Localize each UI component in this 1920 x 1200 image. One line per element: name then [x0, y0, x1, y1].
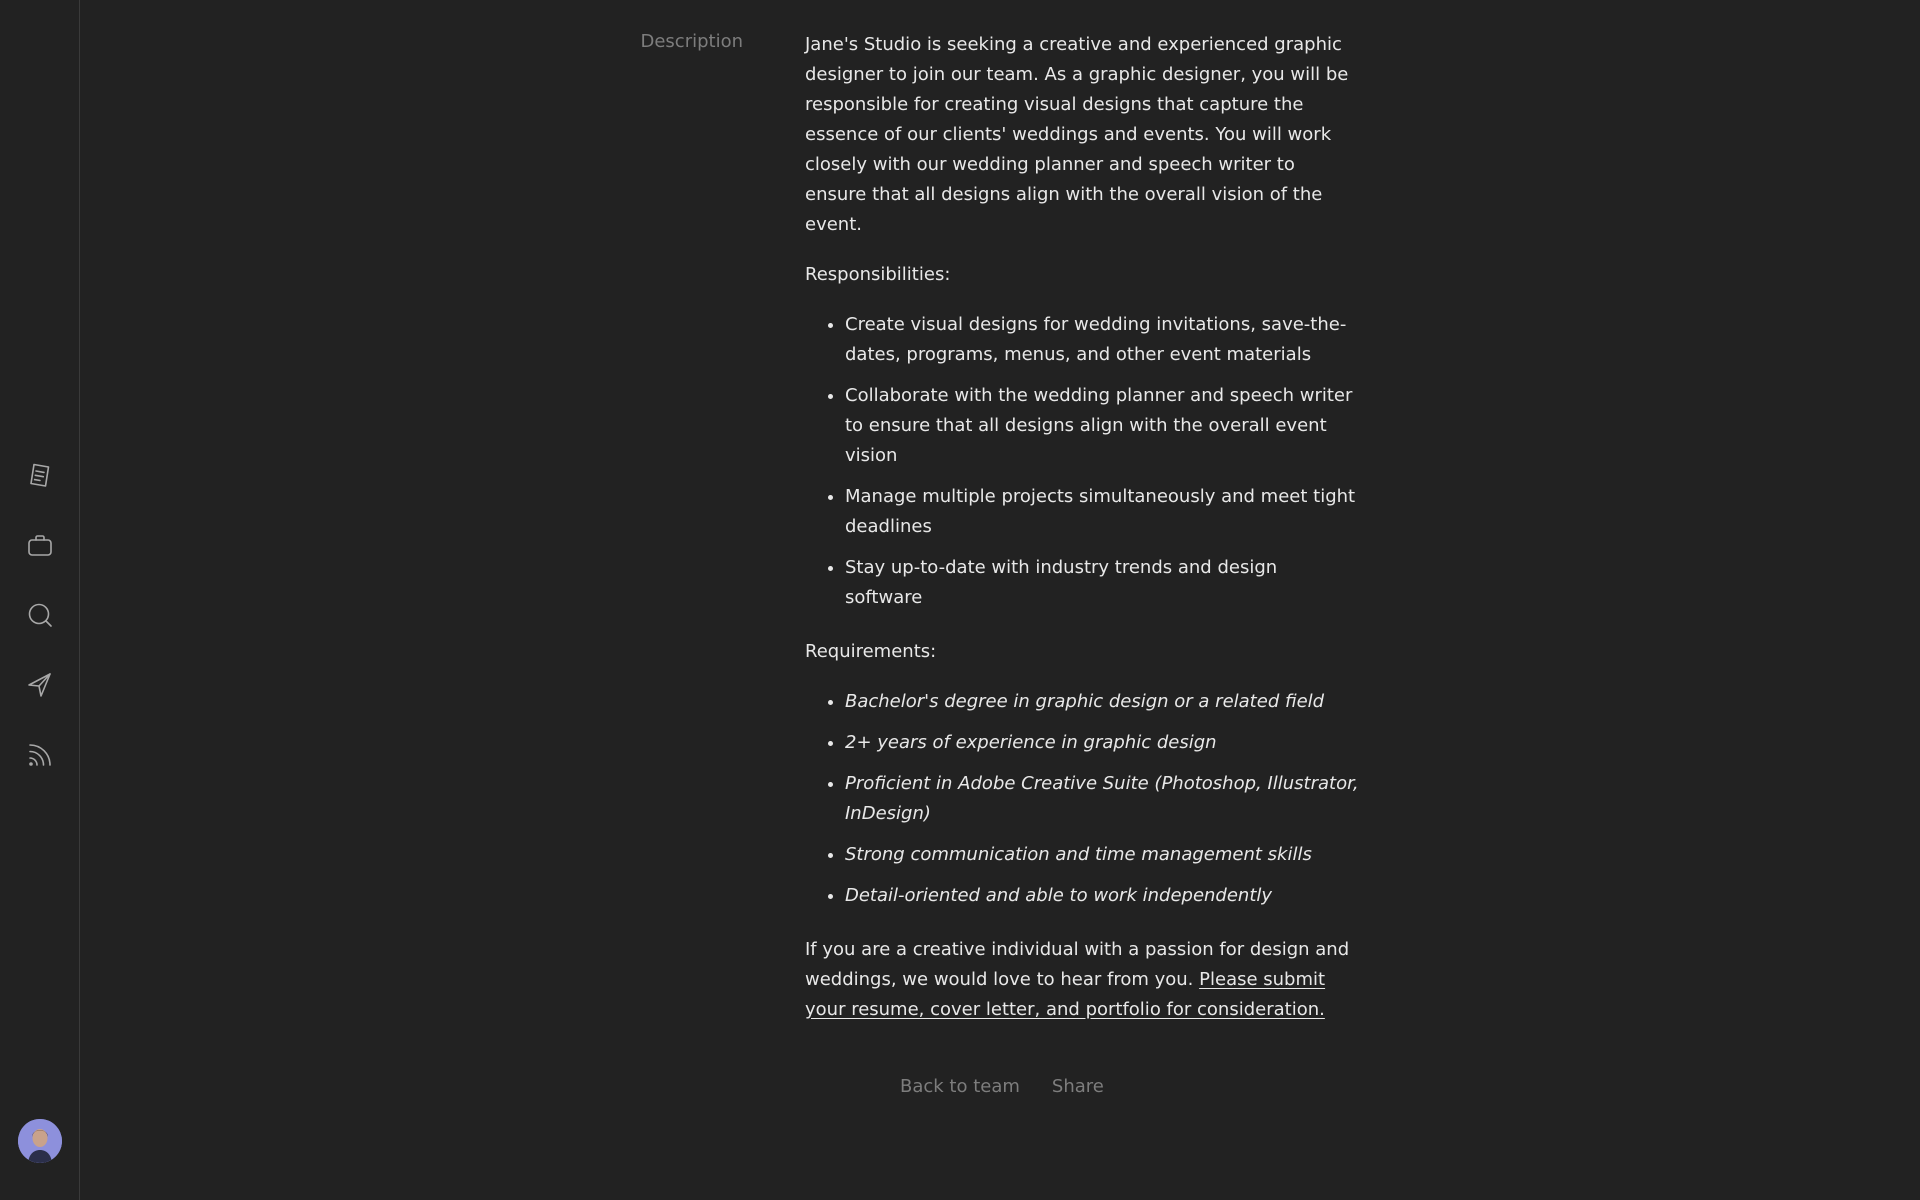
list-item: • Stay up-to-date with industry trends and design software [845, 553, 1360, 613]
sidebar-item-jobs[interactable] [0, 510, 80, 580]
list-item: • Manage multiple projects simultaneously and meet tight deadlines [845, 482, 1360, 542]
sidebar-item-search[interactable] [0, 580, 80, 650]
avatar-icon [18, 1119, 62, 1163]
responsibilities-heading: Responsibilities: [805, 264, 951, 285]
closing-text: If you are a creative individual with a passion for design and weddings, we would love to hear from you. [805, 939, 1350, 990]
list-item: • 2+ years of experience in graphic design [845, 728, 1360, 758]
requirements-heading: Requirements: [805, 641, 937, 662]
responsibilities-list [805, 310, 1360, 613]
briefcase-icon [25, 530, 55, 560]
description-label: Description [640, 31, 743, 52]
share-link[interactable]: Share [1051, 1076, 1104, 1097]
list-item: • Detail-oriented and able to work independently [845, 881, 1360, 911]
submit-application-link[interactable]: Please submit your resume, cover letter, and portfolio for consideration. [805, 969, 1326, 1020]
feed-icon [25, 740, 55, 770]
send-icon [25, 670, 55, 700]
list-item: • Bachelor's degree in graphic design or a related field [845, 687, 1360, 717]
closing-paragraph [805, 935, 1360, 1025]
sidebar-item-feed[interactable] [0, 720, 80, 790]
sidebar [0, 0, 80, 1200]
sidebar-nav [0, 440, 80, 790]
document-icon [25, 460, 55, 490]
list-item: • Create visual designs for wedding invitations, save-the-dates, programs, menus, and other event materials [845, 310, 1360, 370]
list-item: • Collaborate with the wedding planner and speech writer to ensure that all designs align with the overall event vision [845, 381, 1360, 471]
requirements-list [805, 687, 1360, 911]
job-description [805, 30, 1360, 1045]
footer-actions [900, 1076, 1104, 1097]
back-to-team-link[interactable]: Back to team [900, 1076, 1020, 1097]
sidebar-item-notes[interactable] [0, 440, 80, 510]
search-icon [25, 600, 55, 630]
intro-paragraph: Jane's Studio is seeking a creative and experienced graphic designer to join our team. As a graphic designer, you will be responsible for creating visual designs that capture the essence of our clients' weddings and events. You will work closely with our wedding planner and speech writer to ensure that all designs align with the overall vision of the event. [805, 34, 1349, 235]
list-item: • Strong communication and time management skills [845, 840, 1360, 870]
avatar[interactable] [18, 1119, 62, 1163]
sidebar-item-send[interactable] [0, 650, 80, 720]
list-item: • Proficient in Adobe Creative Suite (Photoshop, Illustrator, InDesign) [845, 769, 1360, 829]
